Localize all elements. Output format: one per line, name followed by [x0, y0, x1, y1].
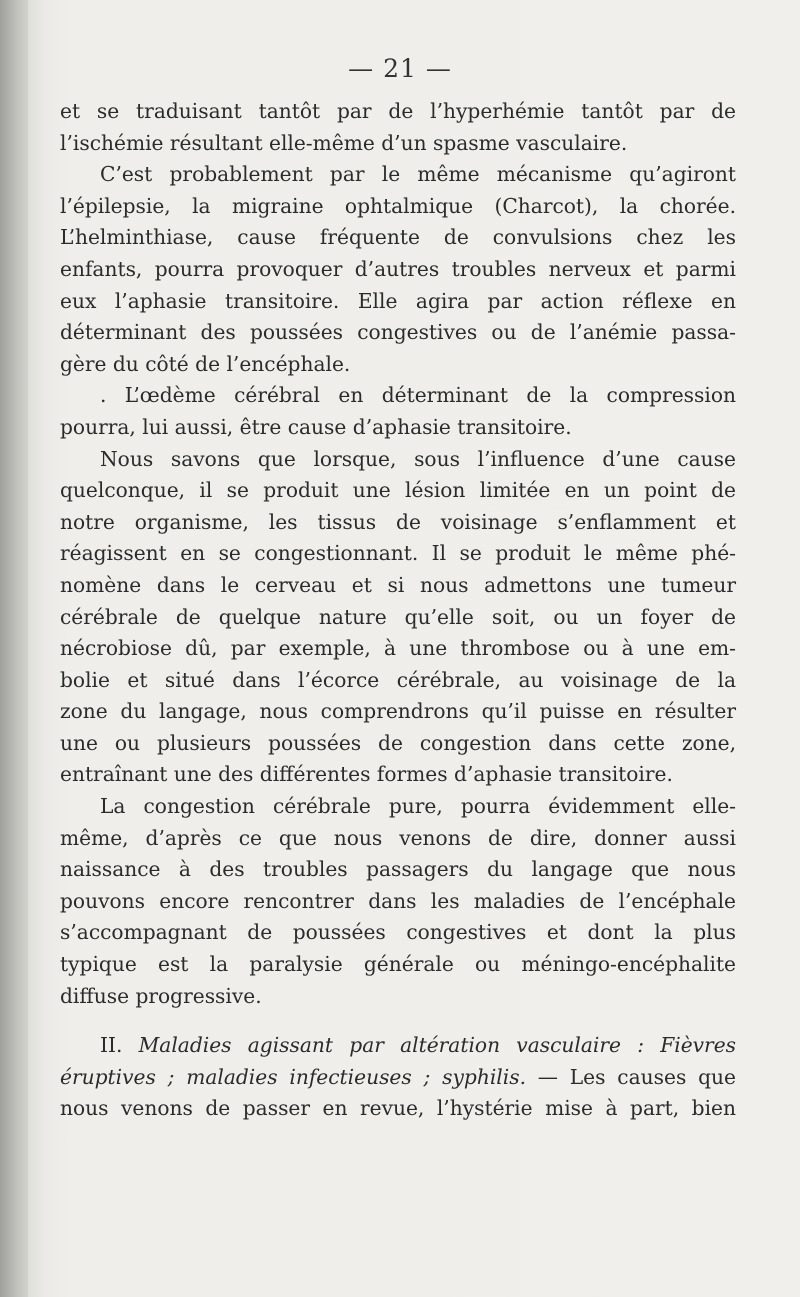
section-heading-line [60, 1030, 736, 1062]
text-line: C’est probablement par le même mécanisme qu’agiront [100, 162, 736, 187]
text-line: La congestion cérébrale pure, pourra évidemment elle- [100, 794, 736, 819]
text-line: l’ischémie résultant elle-même d’un spasme vasculaire. [60, 130, 628, 155]
text-line: Nous savons que lorsque, sous l’influence d’une cause [100, 446, 736, 471]
text-line: zone du langage, nous comprendrons qu’il puisse en résulter [60, 699, 736, 724]
text-line: l’épilepsie, la migraine ophtalmique (Charcot), la chorée. [60, 193, 736, 218]
page-number: — 21 — [348, 54, 452, 83]
text-line: nécrobiose dû, par exemple, à une thrombose ou à une em- [60, 636, 736, 661]
section-spacer [60, 1012, 736, 1030]
text-line: s’accompagnant de poussées congestives et dont la plus [60, 920, 736, 945]
text-line: . L’œdème cérébral en déterminant de la compression [100, 383, 736, 408]
section-text: — Les causes que [525, 1064, 736, 1089]
text-line [60, 1062, 736, 1094]
text-line: naissance à des troubles passagers du langage que nous [60, 857, 736, 882]
text-line: nous venons de passer en revue, l’hystérie mise à part, bien [60, 1096, 736, 1121]
text-line: L’helminthiase, cause fréquente de convulsions chez les [60, 225, 736, 250]
text-line: diffuse progressive. [60, 983, 262, 1008]
page-gutter-shadow [0, 0, 28, 1297]
text-line: même, d’après ce que nous venons de dire, donner aussi [60, 825, 736, 850]
section-heading-continued: éruptives ; maladies infectieuses ; syphilis. [60, 1064, 526, 1089]
text-line: nomène dans le cerveau et si nous admettons une tumeur [60, 572, 736, 597]
paragraph-5 [60, 791, 736, 1012]
text-line: pouvons encore rencontrer dans les maladies de l’encéphale [60, 888, 736, 913]
text-line: une ou plusieurs poussées de congestion dans cette zone, [60, 730, 736, 755]
paragraph-1 [60, 96, 736, 159]
text-line: pourra, lui aussi, être cause d’aphasie transitoire. [60, 414, 572, 439]
text-line: notre organisme, les tissus de voisinage s’enflamment et [60, 509, 736, 534]
text-line: réagissent en se congestionnant. Il se produit le même phé- [60, 541, 736, 566]
text-line: déterminant des poussées congestives ou de l’anémie passa- [60, 320, 736, 345]
text-line: quelconque, il se produit une lésion limitée en un point de [60, 478, 736, 503]
text-line: et se traduisant tantôt par de l’hyperhémie tantôt par de [60, 99, 736, 123]
text-line: entraînant une des différentes formes d’aphasie transitoire. [60, 762, 673, 787]
text-line: cérébrale de quelque nature qu’elle soit, ou un foyer de [60, 604, 736, 629]
paragraph-2 [60, 159, 736, 380]
body-text [60, 96, 736, 1125]
section-number: II. [100, 1033, 123, 1058]
paragraph-4 [60, 444, 736, 792]
text-line: bolie et situé dans l’écorce cérébrale, au voisinage de la [60, 667, 736, 692]
text-line: enfants, pourra provoquer d’autres troubles nerveux et parmi [60, 256, 736, 281]
text-line: eux l’aphasie transitoire. Elle agira par action réflexe en [60, 288, 736, 313]
section-heading: Maladies agissant par altération vasculaire : Fièvres [138, 1033, 737, 1058]
section-2 [60, 1030, 736, 1125]
paragraph-3 [60, 380, 736, 443]
text-line: gère du côté de l’encéphale. [60, 351, 351, 376]
text-line: typique est la paralysie générale ou méningo-encéphalite [60, 952, 736, 977]
